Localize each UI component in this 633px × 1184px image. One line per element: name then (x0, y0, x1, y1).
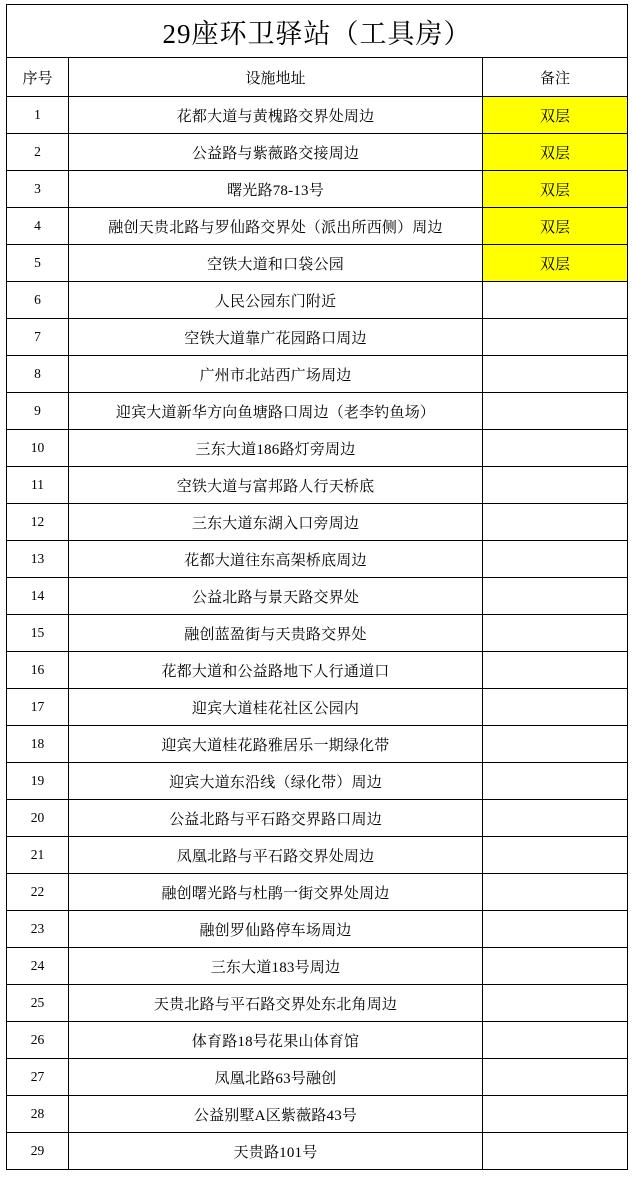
table-row (7, 1133, 628, 1170)
row-note: 双层 (483, 171, 628, 208)
row-address: 空铁大道和口袋公园 (69, 245, 483, 282)
table-row (7, 1022, 628, 1059)
column-header-note: 备注 (483, 58, 628, 97)
table-row (7, 763, 628, 800)
table-row (7, 319, 628, 356)
row-index: 21 (7, 837, 69, 874)
table-row (7, 874, 628, 911)
row-index: 20 (7, 800, 69, 837)
row-address: 公益北路与平石路交界路口周边 (69, 800, 483, 837)
row-address: 空铁大道与富邦路人行天桥底 (69, 467, 483, 504)
row-index: 28 (7, 1096, 69, 1133)
row-note: 双层 (483, 245, 628, 282)
row-index: 2 (7, 134, 69, 171)
row-index: 18 (7, 726, 69, 763)
table-row (7, 541, 628, 578)
row-address: 广州市北站西广场周边 (69, 356, 483, 393)
table-row (7, 1096, 628, 1133)
table-row (7, 652, 628, 689)
row-index: 24 (7, 948, 69, 985)
row-address: 迎宾大道桂花路雅居乐一期绿化带 (69, 726, 483, 763)
row-address: 花都大道和公益路地下人行通道口 (69, 652, 483, 689)
row-note (483, 578, 628, 615)
column-header-address: 设施地址 (69, 58, 483, 97)
row-address: 融创天贵北路与罗仙路交界处（派出所西侧）周边 (69, 208, 483, 245)
table-row (7, 393, 628, 430)
row-note (483, 837, 628, 874)
table-row (7, 97, 628, 134)
row-note (483, 319, 628, 356)
row-index: 4 (7, 208, 69, 245)
row-address: 融创罗仙路停车场周边 (69, 911, 483, 948)
row-address: 迎宾大道桂花社区公园内 (69, 689, 483, 726)
row-index: 29 (7, 1133, 69, 1170)
row-index: 11 (7, 467, 69, 504)
row-index: 19 (7, 763, 69, 800)
row-address: 三东大道186路灯旁周边 (69, 430, 483, 467)
row-note (483, 1059, 628, 1096)
row-note (483, 689, 628, 726)
row-address: 花都大道往东高架桥底周边 (69, 541, 483, 578)
row-address: 花都大道与黄槐路交界处周边 (69, 97, 483, 134)
table-row (7, 245, 628, 282)
table-row (7, 578, 628, 615)
row-index: 7 (7, 319, 69, 356)
row-index: 12 (7, 504, 69, 541)
row-address: 曙光路78-13号 (69, 171, 483, 208)
row-address: 天贵北路与平石路交界处东北角周边 (69, 985, 483, 1022)
row-index: 1 (7, 97, 69, 134)
row-address: 人民公园东门附近 (69, 282, 483, 319)
table-row (7, 726, 628, 763)
table-row (7, 282, 628, 319)
row-note (483, 282, 628, 319)
row-note (483, 393, 628, 430)
row-index: 22 (7, 874, 69, 911)
row-address: 体育路18号花果山体育馆 (69, 1022, 483, 1059)
table-row (7, 985, 628, 1022)
row-index: 6 (7, 282, 69, 319)
row-address: 空铁大道靠广花园路口周边 (69, 319, 483, 356)
table-row (7, 134, 628, 171)
row-address: 天贵路101号 (69, 1133, 483, 1170)
row-address: 迎宾大道新华方向鱼塘路口周边（老李钓鱼场） (69, 393, 483, 430)
row-note (483, 467, 628, 504)
row-index: 14 (7, 578, 69, 615)
table-row (7, 1059, 628, 1096)
row-note (483, 1096, 628, 1133)
row-address: 公益路与紫薇路交接周边 (69, 134, 483, 171)
row-note (483, 1133, 628, 1170)
row-address: 融创蓝盈街与天贵路交界处 (69, 615, 483, 652)
row-note (483, 1022, 628, 1059)
row-address: 迎宾大道东沿线（绿化带）周边 (69, 763, 483, 800)
table-row (7, 800, 628, 837)
row-note (483, 504, 628, 541)
table-row (7, 948, 628, 985)
row-address: 三东大道东湖入口旁周边 (69, 504, 483, 541)
row-index: 10 (7, 430, 69, 467)
row-index: 23 (7, 911, 69, 948)
table-row (7, 356, 628, 393)
table-row (7, 430, 628, 467)
row-note (483, 615, 628, 652)
row-index: 17 (7, 689, 69, 726)
row-index: 5 (7, 245, 69, 282)
row-address: 凤凰北路与平石路交界处周边 (69, 837, 483, 874)
row-index: 27 (7, 1059, 69, 1096)
table-row (7, 911, 628, 948)
row-address: 三东大道183号周边 (69, 948, 483, 985)
table-row (7, 504, 628, 541)
row-note: 双层 (483, 97, 628, 134)
row-note (483, 356, 628, 393)
row-note: 双层 (483, 208, 628, 245)
row-address: 凤凰北路63号融创 (69, 1059, 483, 1096)
row-note (483, 874, 628, 911)
row-index: 8 (7, 356, 69, 393)
document-title: 29座环卫驿站（工具房） (7, 5, 628, 58)
table-row (7, 689, 628, 726)
row-index: 3 (7, 171, 69, 208)
row-address: 公益北路与景天路交界处 (69, 578, 483, 615)
row-index: 9 (7, 393, 69, 430)
row-address: 融创曙光路与杜鹃一街交界处周边 (69, 874, 483, 911)
row-note (483, 726, 628, 763)
facility-table (6, 4, 628, 1170)
row-note (483, 911, 628, 948)
row-note (483, 985, 628, 1022)
table-row (7, 171, 628, 208)
row-note (483, 541, 628, 578)
row-note (483, 948, 628, 985)
row-index: 25 (7, 985, 69, 1022)
table-row (7, 615, 628, 652)
row-note: 双层 (483, 134, 628, 171)
table-row (7, 837, 628, 874)
row-index: 26 (7, 1022, 69, 1059)
table-row (7, 208, 628, 245)
row-note (483, 430, 628, 467)
row-address: 公益别墅A区紫薇路43号 (69, 1096, 483, 1133)
row-index: 13 (7, 541, 69, 578)
title-row (7, 5, 628, 58)
row-note (483, 652, 628, 689)
column-header-no: 序号 (7, 58, 69, 97)
table-body (7, 97, 628, 1170)
row-index: 16 (7, 652, 69, 689)
row-note (483, 800, 628, 837)
table-row (7, 467, 628, 504)
header-row (7, 58, 628, 97)
row-index: 15 (7, 615, 69, 652)
row-note (483, 763, 628, 800)
